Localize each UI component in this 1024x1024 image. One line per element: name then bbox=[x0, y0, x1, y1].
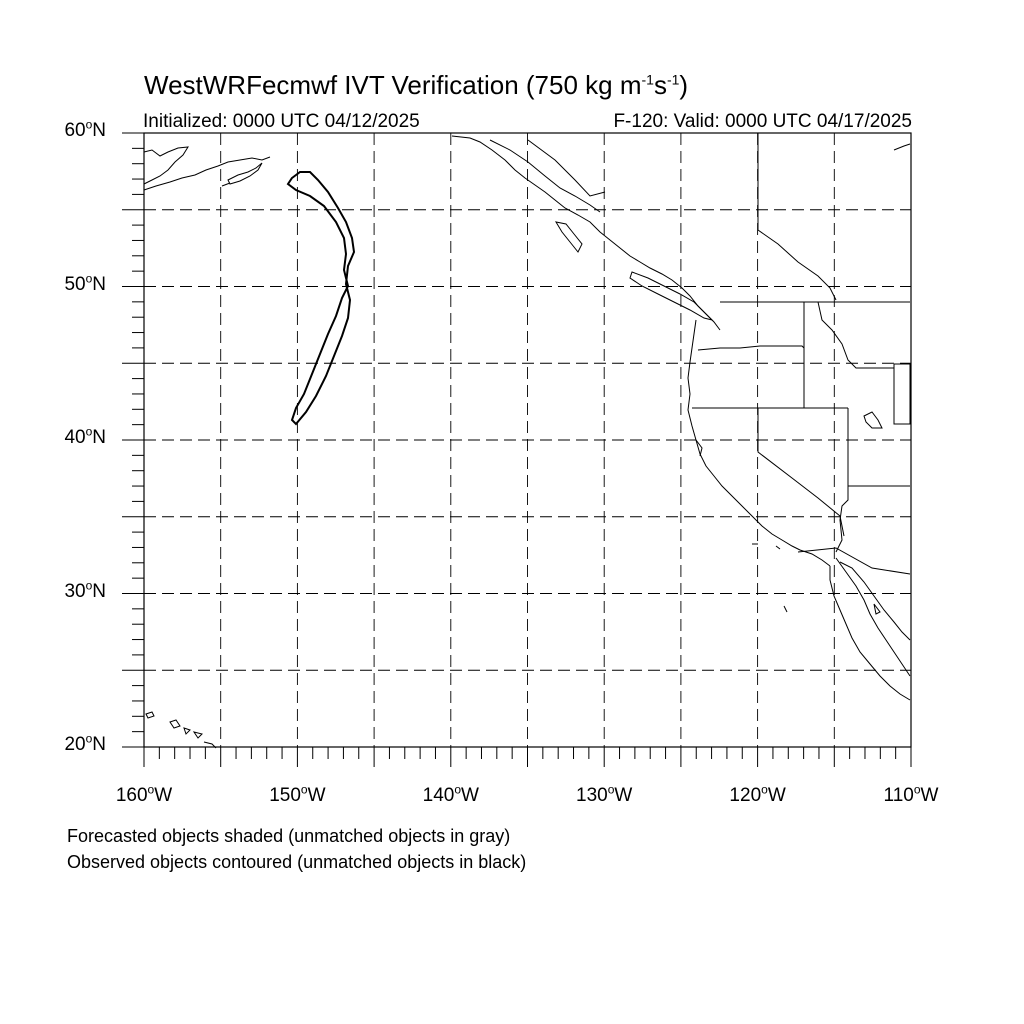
canadian-provincial-border bbox=[758, 133, 836, 300]
id-mt-border bbox=[818, 302, 894, 368]
nv-ut-border bbox=[848, 408, 910, 486]
kodiak-island bbox=[228, 163, 262, 184]
observed-note: Observed objects contoured (unmatched objects in black) bbox=[67, 852, 527, 872]
haida-gwaii bbox=[556, 222, 582, 252]
lat-tick-label: 50$^o$N bbox=[64, 271, 106, 295]
baja-west-coast bbox=[830, 566, 910, 700]
inner-passage bbox=[490, 140, 600, 212]
baja-gulf-coast bbox=[836, 558, 910, 676]
us-west-coast bbox=[688, 320, 830, 566]
lon-tick-label: 140$^o$W bbox=[422, 782, 479, 806]
lat-tick-label: 40$^o$N bbox=[64, 424, 106, 448]
wa-or-border bbox=[698, 346, 804, 350]
lat-tick-label: 20$^o$N bbox=[64, 731, 106, 755]
az-border bbox=[836, 486, 848, 552]
lat-tick-label: 60$^o$N bbox=[64, 117, 106, 141]
lon-tick-label: 120$^o$W bbox=[729, 782, 786, 806]
tick-marks bbox=[122, 133, 911, 767]
se-alaska-coast bbox=[452, 136, 720, 330]
grid-lines bbox=[144, 133, 911, 747]
lon-tick-label: 130$^o$W bbox=[576, 782, 633, 806]
lon-tick-label: 160$^o$W bbox=[115, 782, 173, 806]
valid-time-label: F-120: Valid: 0000 UTC 04/17/2025 bbox=[613, 111, 912, 132]
lat-tick-label: 30$^o$N bbox=[64, 578, 106, 602]
lon-tick-label: 150$^o$W bbox=[269, 782, 326, 806]
id-wy-border bbox=[894, 364, 910, 424]
mexico-mainland-coast bbox=[840, 562, 910, 640]
initialized-label: Initialized: 0000 UTC 04/12/2025 bbox=[143, 111, 420, 132]
hawaiian-islands bbox=[146, 712, 216, 748]
forecast-note: Forecasted objects shaded (unmatched objects in gray) bbox=[67, 826, 511, 846]
lon-tick-label: 110$^o$W bbox=[883, 782, 939, 806]
coastlines bbox=[144, 133, 910, 748]
chart-title: WestWRFecmwf IVT Verification (750 kg $m^{-1}s^{-1}$) bbox=[144, 70, 689, 100]
